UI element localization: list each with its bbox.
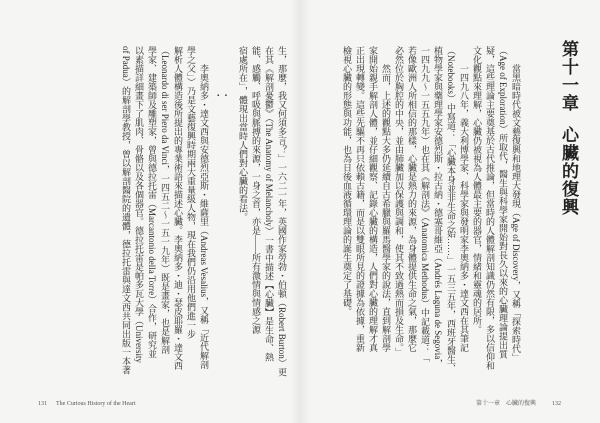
text-column: 若像歐洲人所相信的那樣，心臟是熱力的來源，為身體提供生命之氣，那麼它: [407, 46, 417, 352]
text-column: 家開始親手解剖人體，並仔細觀察、記錄心臟的構造，人們對心臟的理解才真: [368, 46, 378, 352]
text-column: 學家、建築師及雕塑家，曾與德拉托雷（Marcantonio della Torre）合作，研究並: [147, 46, 157, 359]
chapter-heading: [556, 40, 580, 240]
chapter-title: 心臟的復興: [559, 126, 578, 216]
text-column: 正出現轉變。這些先驅不再只依賴古籍，而是以雙眼所見的證據為依據，重新: [355, 46, 365, 352]
book-gutter: [290, 0, 310, 423]
text-column: 必然位於胸腔的中央，並由肺臟加以保護與調和，使其不致過熱而損及生命。」: [394, 46, 404, 357]
running-head: 第十一章 心臟的復興: [476, 401, 537, 407]
text-column: （Leonardo di ser Piero da Vinci，一四五二～一五一九年）既是畫家，也是解剖: [160, 46, 170, 355]
page-number: 132: [552, 401, 561, 407]
text-column: 一四九八年，義大利博學家、科學家與發明家李奧納多・達文西在其筆記: [459, 64, 469, 352]
text-column: of Padua）的解剖學教授，曾以解剖醫院的遺體，德拉托雷與達文西共同出版一本著: [121, 46, 131, 375]
right-page-body: [334, 46, 522, 394]
section-break-mark: ▪ ▪: [217, 93, 229, 99]
text-column: 一四九九～一五五九年）也在其《解剖法》（Anatomica Methodus）中記載道：「: [420, 46, 430, 363]
text-column: 李奧納多・達文西與安德烈亞斯・維薩里（Andreas Vesalius，又稱「近代解剖: [199, 64, 209, 370]
text-column: 文化觀點來理解，心臟仍被視為人體最主要的器官，情緒和靈魂的居所。: [472, 46, 482, 334]
page-number: 131: [38, 401, 47, 407]
text-column: 能、感觸、呼吸與脈搏的來源，一身之首，亦是——所有激情與情感之源: [251, 46, 261, 334]
text-column: 植物學家與藥理學家安德烈斯・拉古納・德塞哥維亞（Andrés Laguna de Segovia，: [433, 46, 443, 369]
text-column: 然而，上述的觀點大多仍延續自古希臘與羅馬醫學家的說法，直到解剖學: [381, 64, 391, 352]
text-column: 生，那麼，我又何須多言？」一六二一年，英國作家勞勃・伯頓（Robert Burton）更: [277, 46, 287, 377]
running-head: The Curious History of the Heart: [56, 401, 136, 407]
text-column: 宿處所在」，體現出當時人們對心臟的看法。: [238, 46, 248, 222]
text-column: 學之父」）乃是文藝復興時期兩大重量級人物，現在我們仍沿用他們進一步: [186, 46, 196, 339]
text-column: （Age of Exploration）所取代，醫生與科學家開始對長久以來的心臟理論提出質: [498, 46, 508, 359]
text-column: 在其《解剖憂鬱》（The Anatomy of Melancholy）一書中描述【心臟】是生命、熱: [264, 46, 274, 362]
text-column: 檢視心臟的形態與功能，也為日後血液循環理論的誕生奠定了基礎。: [342, 46, 352, 316]
section-break: [210, 46, 236, 394]
chapter-number: 第十一章: [559, 40, 578, 112]
left-page-body: [100, 46, 288, 394]
text-column: 解析人體構造後所提出的專業術語來描述心臟。李奧納多・迪・瑟皮耶羅・達文西: [173, 46, 183, 370]
text-column: 以素描詳細畫下了肌肉、骨骼以及各個器官。德拉托雷是帕多瓦大學（University: [134, 46, 144, 363]
text-column: （Notebooks）中寫道：「心臟本身並非生命之始……」一五三五年，西班牙醫生、: [446, 46, 456, 373]
text-column: 當黑暗時代被文藝復興和地理大發現（Age of Discovery，又稱「探索時代」: [511, 64, 521, 362]
text-column: 疑，這些理論主要奠基於古代推論，但當時的人體解剖知識仍然有限，多以信仰和: [485, 46, 495, 370]
